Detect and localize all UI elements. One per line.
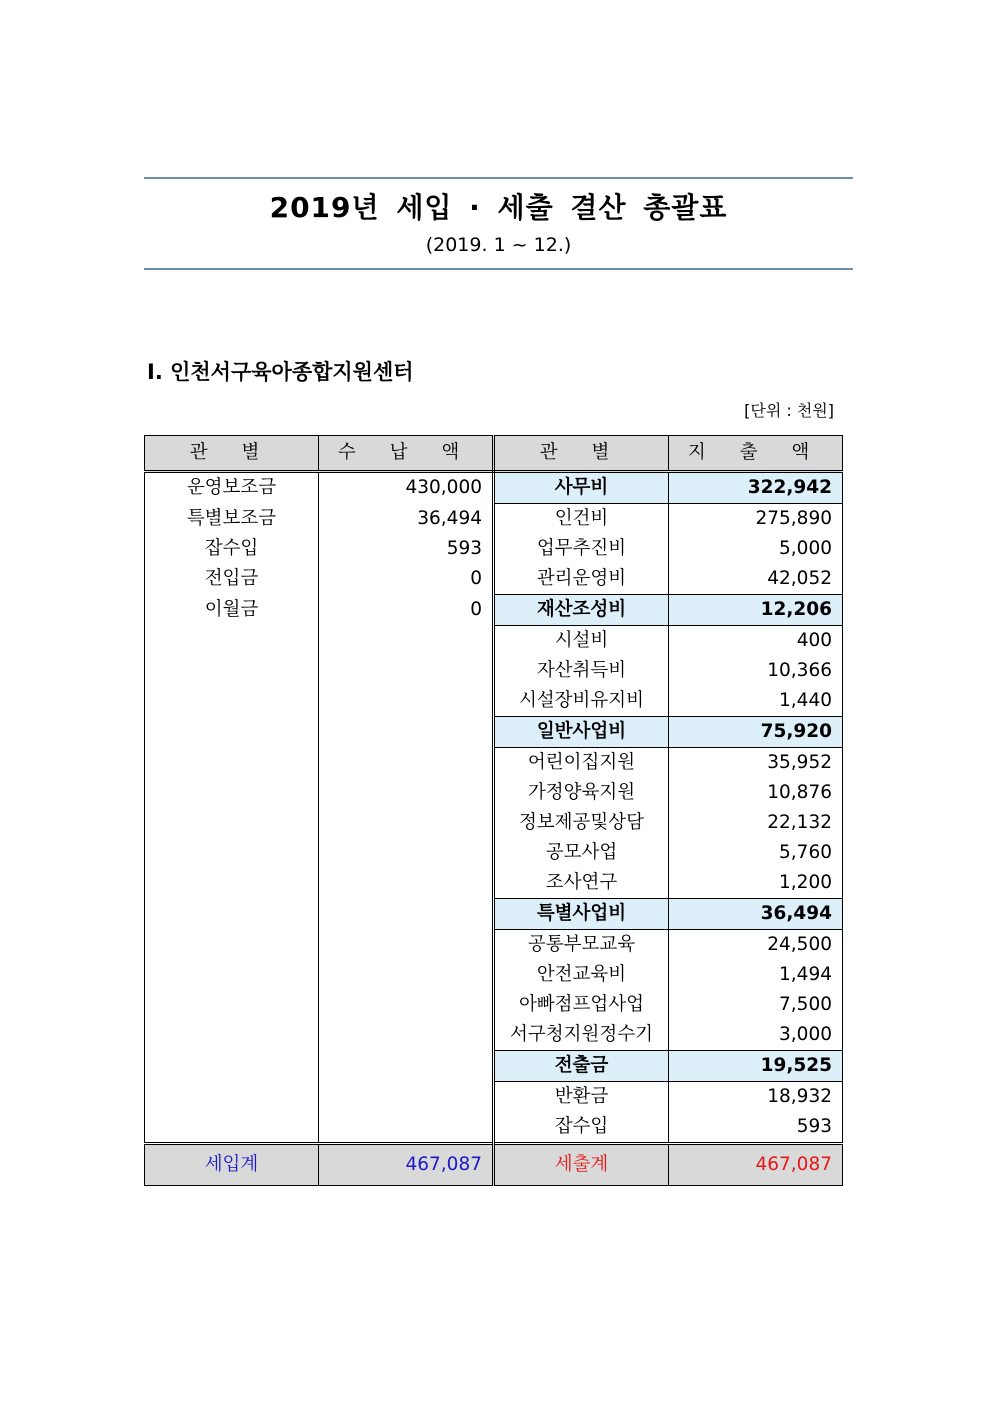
revenue-amount-cell: 593 [319,534,494,564]
revenue-amount-cell [319,656,494,686]
revenue-category-cell [145,656,319,686]
revenue-category-cell [145,960,319,990]
table-row [145,1051,843,1082]
expenditure-item-amount: 593 [669,1112,843,1144]
revenue-amount-cell [319,748,494,779]
revenue-category-cell [145,1112,319,1144]
revenue-amount-cell [319,990,494,1020]
expenditure-item-label: 공모사업 [494,838,669,868]
expenditure-group-amount: 12,206 [669,595,843,626]
revenue-category-cell [145,990,319,1020]
expenditure-item-amount: 24,500 [669,930,843,961]
period-subtitle: (2019. 1 ~ 12.) [425,234,572,256]
table-row [145,626,843,657]
expenditure-item-label: 가정양육지원 [494,778,669,808]
revenue-category-header: 관 별 [145,436,319,472]
expenditure-group-label: 전출금 [494,1051,669,1082]
revenue-category-cell [145,748,319,779]
revenue-category-cell: 운영보조금 [145,472,319,504]
revenue-category-cell: 이월금 [145,595,319,626]
revenue-amount-cell [319,868,494,899]
table-row [145,960,843,990]
table-row [145,838,843,868]
expenditure-item-amount: 1,200 [669,868,843,899]
expenditure-item-label: 아빠점프업사업 [494,990,669,1020]
expenditure-group-amount: 36,494 [669,899,843,930]
expenditure-item-label: 인건비 [494,504,669,535]
expenditure-item-label: 서구청지원정수기 [494,1020,669,1051]
expenditure-group-label: 사무비 [494,472,669,504]
expenditure-item-amount: 10,366 [669,656,843,686]
expenditure-item-amount: 7,500 [669,990,843,1020]
table-row [145,1112,843,1144]
expenditure-item-label: 조사연구 [494,868,669,899]
revenue-amount-cell [319,626,494,657]
expenditure-item-amount: 1,440 [669,686,843,717]
revenue-category-cell [145,868,319,899]
table-row [145,686,843,717]
table-row [145,748,843,779]
expenditure-item-label: 공통부모교육 [494,930,669,961]
expenditure-item-label: 자산취득비 [494,656,669,686]
page-title: 2019년 세입 · 세출 결산 총괄표 [269,191,728,224]
revenue-amount-cell [319,778,494,808]
expenditure-group-label: 특별사업비 [494,899,669,930]
expenditure-item-label: 반환금 [494,1082,669,1113]
expenditure-item-label: 어린이집지원 [494,748,669,779]
table-row [145,717,843,748]
table-row [145,868,843,899]
table-row [145,1020,843,1051]
revenue-amount-cell [319,899,494,930]
expenditure-group-amount: 19,525 [669,1051,843,1082]
expenditure-item-label: 업무추진비 [494,534,669,564]
revenue-category-cell: 전입금 [145,564,319,595]
revenue-amount-header: 수 납 액 [319,436,494,472]
revenue-category-cell [145,1051,319,1082]
revenue-category-cell [145,626,319,657]
revenue-amount-cell: 430,000 [319,472,494,504]
table-row [145,899,843,930]
revenue-category-cell [145,778,319,808]
expenditure-item-amount: 42,052 [669,564,843,595]
revenue-amount-cell [319,808,494,838]
table-row [145,778,843,808]
expenditure-item-amount: 35,952 [669,748,843,779]
table-row [145,930,843,961]
bottom-rule [144,268,853,270]
revenue-category-cell [145,686,319,717]
section-title: Ⅰ. 인천서구육아종합지원센터 [147,360,414,384]
expenditure-item-label: 잡수입 [494,1112,669,1144]
expenditure-item-amount: 275,890 [669,504,843,535]
budget-summary-table [144,435,843,1186]
table-row [145,595,843,626]
expenditure-total-amount: 467,087 [669,1144,843,1186]
revenue-category-cell: 특별보조금 [145,504,319,535]
revenue-category-cell [145,838,319,868]
revenue-category-cell [145,717,319,748]
revenue-amount-cell [319,930,494,961]
table-row [145,990,843,1020]
revenue-amount-cell: 36,494 [319,504,494,535]
revenue-category-cell [145,930,319,961]
expenditure-item-label: 관리운영비 [494,564,669,595]
expenditure-group-label: 일반사업비 [494,717,669,748]
table-header-row [145,436,843,472]
revenue-amount-cell [319,1051,494,1082]
revenue-amount-cell [319,1112,494,1144]
expenditure-item-amount: 10,876 [669,778,843,808]
expenditure-group-amount: 75,920 [669,717,843,748]
revenue-amount-cell [319,1020,494,1051]
table-row [145,472,843,504]
revenue-category-cell [145,808,319,838]
revenue-amount-cell [319,686,494,717]
table-row [145,564,843,595]
expenditure-item-amount: 1,494 [669,960,843,990]
expenditure-item-label: 시설비 [494,626,669,657]
expenditure-total-label: 세출계 [494,1144,669,1186]
revenue-total-label: 세입계 [145,1144,319,1186]
unit-label: [단위 : 천원] [744,401,834,420]
revenue-amount-cell [319,838,494,868]
revenue-amount-cell [319,717,494,748]
revenue-amount-cell: 0 [319,595,494,626]
expenditure-item-label: 정보제공및상담 [494,808,669,838]
table-row [145,656,843,686]
table-row [145,504,843,535]
table-row [145,534,843,564]
revenue-category-cell [145,1082,319,1113]
revenue-total-amount: 467,087 [319,1144,494,1186]
expenditure-category-header: 관 별 [494,436,669,472]
table-row [145,808,843,838]
expenditure-item-label: 시설장비유지비 [494,686,669,717]
top-rule [144,177,853,179]
total-row [145,1144,843,1186]
table-row [145,1082,843,1113]
expenditure-item-amount: 5,760 [669,838,843,868]
expenditure-item-amount: 22,132 [669,808,843,838]
expenditure-amount-header: 지 출 액 [669,436,843,472]
revenue-amount-cell [319,1082,494,1113]
expenditure-item-amount: 400 [669,626,843,657]
expenditure-group-label: 재산조성비 [494,595,669,626]
expenditure-item-amount: 18,932 [669,1082,843,1113]
revenue-amount-cell [319,960,494,990]
table-body [145,472,843,1144]
expenditure-group-amount: 322,942 [669,472,843,504]
expenditure-item-amount: 3,000 [669,1020,843,1051]
revenue-category-cell: 잡수입 [145,534,319,564]
expenditure-item-label: 안전교육비 [494,960,669,990]
expenditure-item-amount: 5,000 [669,534,843,564]
revenue-category-cell [145,899,319,930]
revenue-category-cell [145,1020,319,1051]
revenue-amount-cell: 0 [319,564,494,595]
